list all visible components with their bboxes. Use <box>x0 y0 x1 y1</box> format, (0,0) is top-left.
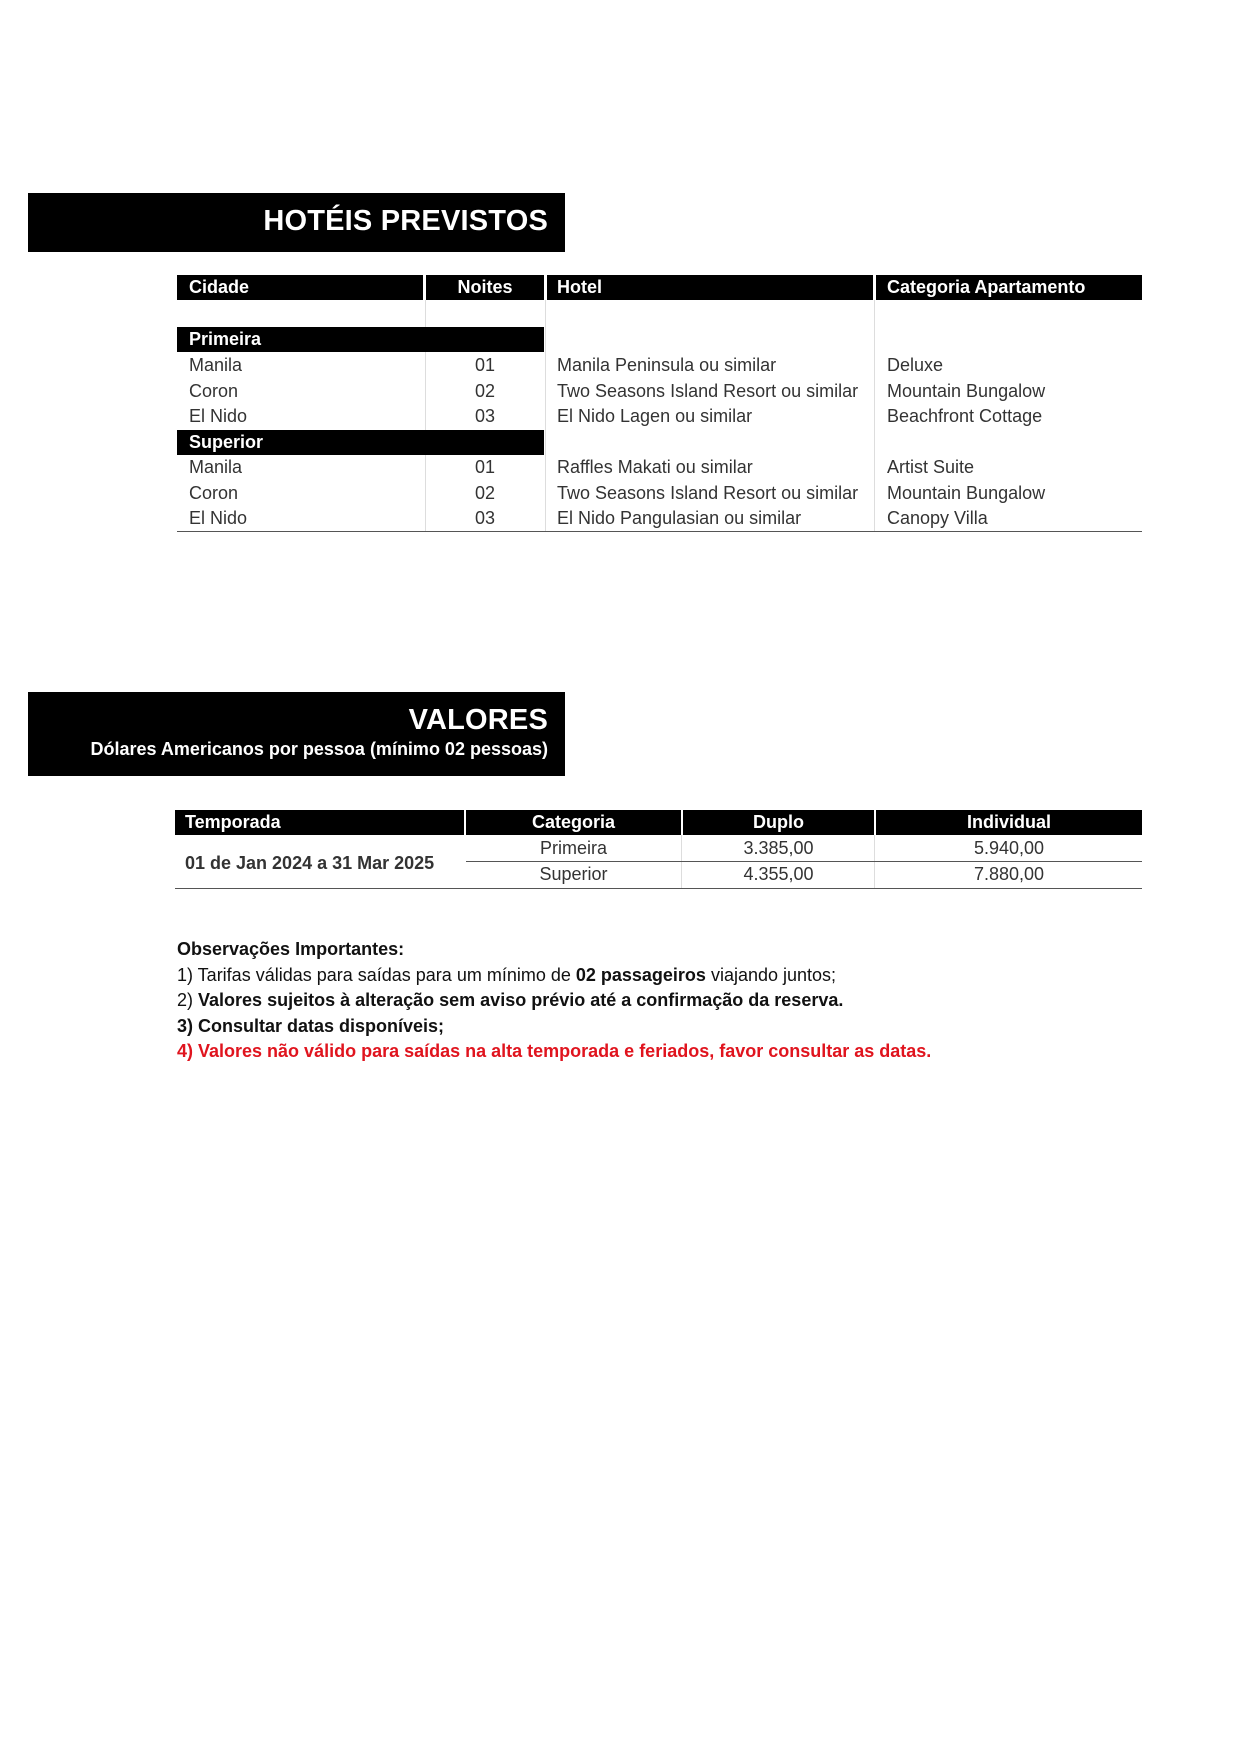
cell-duplo: 4.355,00 <box>743 864 814 884</box>
header-noites: Noites <box>457 277 513 297</box>
header-duplo: Duplo <box>753 812 804 832</box>
group-label-primeira: Primeira <box>189 329 262 349</box>
cell-cidade: Coron <box>189 483 239 503</box>
header-temporada: Temporada <box>185 812 281 832</box>
header-hotel: Hotel <box>557 277 602 297</box>
cell-categoria: Artist Suite <box>887 457 975 477</box>
cell-hotel: Two Seasons Island Resort ou similar <box>557 381 859 401</box>
cell-individual: 7.880,00 <box>973 864 1045 884</box>
note-1-text-c: viajando juntos; <box>705 964 837 985</box>
cell-cidade: Manila <box>189 457 243 477</box>
table-bottom-rule <box>175 888 1142 889</box>
note-4-warning: 4) Valores não válido para saídas na alta temporada e feriados, favor consultar as datas. <box>177 1041 932 1061</box>
cell-noites: 01 <box>474 355 496 375</box>
cell-duplo: 3.385,00 <box>743 838 814 858</box>
column-divider <box>874 300 875 531</box>
note-2 <box>177 988 931 1014</box>
note-2-emphasis: Valores sujeitos à alteração sem aviso prévio até a confirmação da reserva. <box>198 990 844 1010</box>
note-2-prefix: 2) <box>177 990 199 1010</box>
header-individual: Individual <box>966 812 1051 832</box>
season-dates: 01 de Jan 2024 a 31 Mar 2025 <box>185 853 435 873</box>
cell-hotel: Manila Peninsula ou similar <box>557 355 777 375</box>
cell-categoria: Superior <box>539 864 608 884</box>
cell-noites: 03 <box>474 508 496 528</box>
cell-hotel: Raffles Makati ou similar <box>557 457 753 477</box>
cell-hotel: El Nido Lagen ou similar <box>557 406 753 426</box>
cell-cidade: Manila <box>189 355 243 375</box>
values-title: VALORES <box>408 704 548 736</box>
important-notes <box>177 937 931 1065</box>
group-label-superior: Superior <box>189 432 264 452</box>
values-banner <box>28 692 565 776</box>
note-1-text-a: 1) Tarifas válidas para saídas para um mínimo de <box>177 964 576 985</box>
cell-categoria: Mountain Bungalow <box>887 381 1046 401</box>
cell-categoria: Canopy Villa <box>887 508 988 528</box>
cell-cidade: El Nido <box>189 508 248 528</box>
values-subtitle: Dólares Americanos por pessoa (mínimo 02 pessoas) <box>90 739 548 759</box>
cell-noites: 02 <box>474 381 496 401</box>
hotels-title: HOTÉIS PREVISTOS <box>263 205 548 237</box>
table-bottom-rule <box>177 531 1142 532</box>
header-categoria: Categoria Apartamento <box>887 277 1086 297</box>
cell-individual: 5.940,00 <box>973 838 1045 858</box>
note-1 <box>177 963 931 989</box>
cell-noites: 03 <box>474 406 496 426</box>
note-3: 3) Consultar datas disponíveis; <box>177 1015 445 1036</box>
cell-hotel: El Nido Pangulasian ou similar <box>557 508 802 528</box>
cell-categoria: Deluxe <box>887 355 944 375</box>
header-cidade: Cidade <box>189 277 250 297</box>
cell-cidade: El Nido <box>189 406 248 426</box>
cell-noites: 02 <box>474 483 496 503</box>
cell-categoria: Beachfront Cottage <box>887 406 1043 426</box>
cell-hotel: Two Seasons Island Resort ou similar <box>557 483 859 503</box>
header-categoria: Categoria <box>531 812 616 832</box>
cell-categoria: Mountain Bungalow <box>887 483 1046 503</box>
cell-cidade: Coron <box>189 381 239 401</box>
cell-noites: 01 <box>474 457 496 477</box>
note-1-emphasis: 02 passageiros <box>575 964 706 985</box>
notes-title: Observações Importantes: <box>177 939 405 959</box>
column-divider <box>545 300 546 531</box>
hotels-banner <box>28 193 565 252</box>
cell-categoria: Primeira <box>539 838 607 858</box>
